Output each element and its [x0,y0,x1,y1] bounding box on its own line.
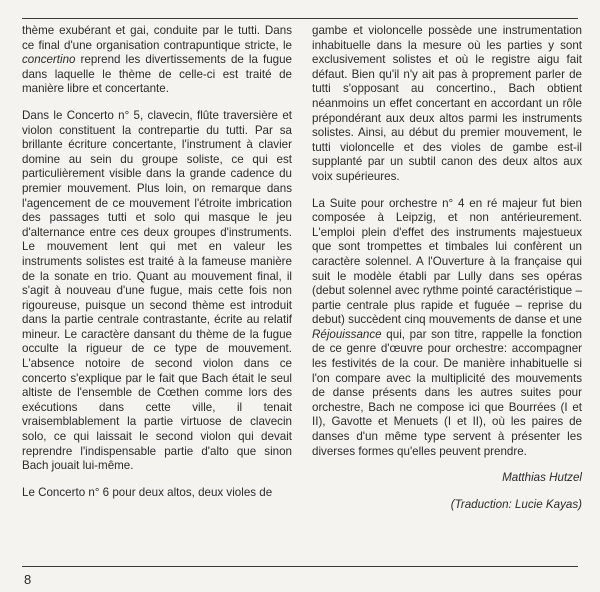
paragraph: gambe et violoncelle possède une instrumentation inhabituelle dans la mesure où les parties y sont exclusivement solistes et où le registre aigu fait défaut. Bien qu'il n'y ait pas à proprement parler de tutti s'opposant au concertino., Bach obtient néanmoins un effet concertant en accordant un rôle prépondérant aux deux altos parmi les instruments solistes. Ainsi, au début du premier mouvement, le tutti violoncelle et des violes de gambe est-il supplanté par un subtil canon des deux altos aux voix supérieures. [312,24,582,183]
left-column [22,24,292,500]
bottom-rule [22,566,578,567]
translator-credit: (Traduction: Lucie Kayas) [450,497,582,511]
paragraph: La Suite pour orchestre n° 4 en ré majeur fut bien composée à Leipzig, et non antérieurement. L'emploi plein d'effet des instruments majestueux que sont trompettes et timbales lui confèrent un caractère solennel. A l'Ouverture à la française qui suit le modèle établi par Lully dans ses opéras (debut solennel avec rythme pointé caractéristique – partie centrale plus rapide et fuguée – reprise du debut) succèdent cinq mouvements de danse et une Réjouissance qui, par son titre, rappelle la fonction de ce genre d'œuvre pour orchestre: accompagner les festivités de la cour. De manière inhabituelle si l'on compare avec la multiplicité des mouvements de danse présents dans les autres suites pour orchestre, Bach ne compose ici que Bourrées (I et II), Gavotte et Menuets (I et II), où les paires de danses d'un même type servent à présenter les diverses formes qu'elles peuvent prendre. [312,196,582,458]
emphasis-concertino: concertino [22,53,76,67]
paragraph: Le Concerto n° 6 pour deux altos, deux violes de [22,485,273,499]
paragraph: Dans le Concerto n° 5, clavecin, flûte traversière et violon constituent la contrepartie du tutti. Par sa brillante écriture concertante, l'instrument à clavier domine au sein du groupe soliste, ce qui est particulièrement visible dans la grande cadence du premier mouvement. Plus loin, on remarque dans l'agencement de ce mouvement l'étroite imbrication des passages tutti et solo qui masque le jeu d'alternance entre ces deux groupes d'instruments. Le mouvement lent qui met en valeur les instruments solistes est traité à la fameuse manière de la sonate en trio. Quant au mouvement final, il s'agit à nouveau d'une fugue, mais cette fois non rigoureuse, puisque un second thème est introduit dans la partie centrale contrastante, écrite au relatif mineur. Le caractère dansant du thème de la fugue occulte la rigueur de ce type de mouvement. L'absence notoire de second violon dans ce concerto s'explique par le fait que Bach était le seul altiste de l'ensemble de Cœthen comme lors des exécutions dans cette ville, il tenait vraisemblablement la partie virtuose de clavecin solo, ce qui laissait le second violon qui devait reprendre l'indispensable partie d'alto que sinon Bach jouait lui-même. [22,108,292,473]
author-signature: Matthias Hutzel [502,471,582,485]
right-column [312,24,582,512]
paragraph: thème exubérant et gai, conduite par le tutti. Dans ce final d'une organisation contrapuntique stricte, le concertino reprend les divertissements de la fugue dans laquelle le thème de celle-ci est traité de manière libre et concertante. [22,24,292,96]
emphasis-rejouissance: Réjouissance [312,327,382,341]
top-rule [22,18,578,19]
page-number: 8 [24,572,32,587]
